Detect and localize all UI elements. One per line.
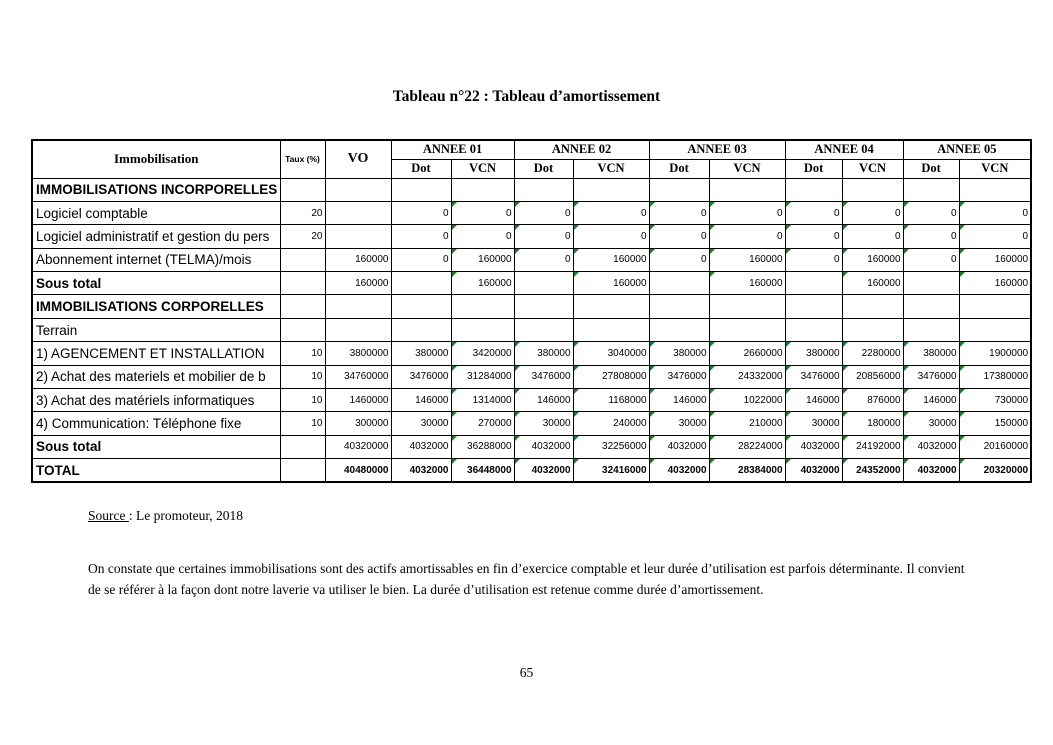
vcn-cell: 3040000 <box>573 342 649 365</box>
header-vcn: VCN <box>451 159 514 178</box>
dot-cell: 3476000 <box>391 365 451 388</box>
vcn-cell <box>451 318 514 341</box>
vcn-cell <box>842 178 903 201</box>
dot-cell <box>785 295 842 318</box>
rate-cell <box>280 178 325 201</box>
dot-cell <box>391 318 451 341</box>
vcn-cell: 1022000 <box>709 389 785 412</box>
rate-cell <box>280 435 325 458</box>
dot-cell: 4032000 <box>785 435 842 458</box>
dot-cell: 146000 <box>514 389 573 412</box>
header-vcn: VCN <box>959 159 1031 178</box>
vcn-cell: 2280000 <box>842 342 903 365</box>
vcn-cell: 0 <box>451 225 514 248</box>
dot-cell: 30000 <box>649 412 709 435</box>
table-row <box>32 459 1031 482</box>
dot-cell: 4032000 <box>514 459 573 482</box>
vcn-cell: 20160000 <box>959 435 1031 458</box>
dot-cell <box>903 272 959 295</box>
vcn-cell <box>573 295 649 318</box>
vo-cell <box>325 178 391 201</box>
rate-cell: 10 <box>280 342 325 365</box>
dot-cell <box>649 178 709 201</box>
vcn-cell: 32256000 <box>573 435 649 458</box>
row-label: IMMOBILISATIONS INCORPORELLES <box>32 178 280 201</box>
vcn-cell <box>709 295 785 318</box>
vcn-cell: 1900000 <box>959 342 1031 365</box>
table-row <box>32 295 1031 318</box>
table-row <box>32 248 1031 271</box>
rate-cell <box>280 295 325 318</box>
dot-cell: 4032000 <box>903 459 959 482</box>
header-year: ANNEE 01 <box>391 140 514 159</box>
vcn-cell: 160000 <box>451 248 514 271</box>
table-title: Tableau n°22 : Tableau d’amortissement <box>392 88 661 105</box>
vcn-cell <box>842 318 903 341</box>
table-row <box>32 365 1031 388</box>
vcn-cell: 160000 <box>842 272 903 295</box>
vcn-cell: 24332000 <box>709 365 785 388</box>
vcn-cell <box>709 178 785 201</box>
dot-cell: 0 <box>903 248 959 271</box>
source-note <box>88 508 243 524</box>
row-label: Sous total <box>32 435 280 458</box>
header-dot: Dot <box>514 159 573 178</box>
vcn-cell: 20856000 <box>842 365 903 388</box>
dot-cell <box>391 272 451 295</box>
dot-cell: 380000 <box>903 342 959 365</box>
vcn-cell: 0 <box>451 201 514 224</box>
vcn-cell: 1314000 <box>451 389 514 412</box>
dot-cell: 4032000 <box>649 435 709 458</box>
header-year: ANNEE 03 <box>649 140 785 159</box>
page-number: 65 <box>519 665 534 680</box>
dot-cell <box>903 178 959 201</box>
dot-cell: 0 <box>649 225 709 248</box>
header-dot: Dot <box>391 159 451 178</box>
vcn-cell: 24192000 <box>842 435 903 458</box>
header-vo: VO <box>325 140 391 178</box>
dot-cell <box>649 295 709 318</box>
dot-cell <box>785 272 842 295</box>
vcn-cell: 27808000 <box>573 365 649 388</box>
vcn-cell: 160000 <box>959 272 1031 295</box>
dot-cell: 3476000 <box>903 365 959 388</box>
row-label: IMMOBILISATIONS CORPORELLES <box>32 295 280 318</box>
amortization-table <box>31 139 1032 483</box>
dot-cell <box>785 178 842 201</box>
vo-cell <box>325 295 391 318</box>
vcn-cell <box>573 318 649 341</box>
header-vcn: VCN <box>709 159 785 178</box>
dot-cell <box>903 318 959 341</box>
table-body <box>32 178 1031 482</box>
header-dot: Dot <box>649 159 709 178</box>
dot-cell: 0 <box>391 225 451 248</box>
vcn-cell: 1168000 <box>573 389 649 412</box>
dot-cell <box>514 295 573 318</box>
header-vcn: VCN <box>573 159 649 178</box>
dot-cell: 0 <box>785 201 842 224</box>
header-taux: Taux (%) <box>280 140 325 178</box>
rate-cell <box>280 318 325 341</box>
vcn-cell: 270000 <box>451 412 514 435</box>
dot-cell: 146000 <box>391 389 451 412</box>
dot-cell: 0 <box>785 248 842 271</box>
row-label: Logiciel administratif et gestion du pers <box>32 225 280 248</box>
header-year: ANNEE 02 <box>514 140 649 159</box>
dot-cell: 4032000 <box>391 435 451 458</box>
dot-cell: 380000 <box>649 342 709 365</box>
row-label: Abonnement internet (TELMA)/mois <box>32 248 280 271</box>
header-vcn: VCN <box>842 159 903 178</box>
row-label: Terrain <box>32 318 280 341</box>
vcn-cell: 150000 <box>959 412 1031 435</box>
vcn-cell: 160000 <box>573 248 649 271</box>
rate-cell <box>280 272 325 295</box>
dot-cell: 0 <box>391 248 451 271</box>
table-row <box>32 178 1031 201</box>
vcn-cell: 210000 <box>709 412 785 435</box>
table-row <box>32 225 1031 248</box>
dot-cell <box>514 318 573 341</box>
vcn-cell: 160000 <box>709 272 785 295</box>
vcn-cell: 240000 <box>573 412 649 435</box>
table-row <box>32 318 1031 341</box>
table-row <box>32 435 1031 458</box>
dot-cell: 0 <box>391 201 451 224</box>
dot-cell: 0 <box>649 201 709 224</box>
vcn-cell: 160000 <box>451 272 514 295</box>
vcn-cell: 0 <box>573 225 649 248</box>
dot-cell: 0 <box>514 225 573 248</box>
vcn-cell: 2660000 <box>709 342 785 365</box>
dot-cell: 4032000 <box>903 435 959 458</box>
vcn-cell: 32416000 <box>573 459 649 482</box>
dot-cell: 3476000 <box>514 365 573 388</box>
dot-cell: 3476000 <box>785 365 842 388</box>
vcn-cell <box>451 295 514 318</box>
dot-cell: 0 <box>514 248 573 271</box>
vcn-cell: 730000 <box>959 389 1031 412</box>
dot-cell <box>649 318 709 341</box>
vcn-cell: 3420000 <box>451 342 514 365</box>
vo-cell: 300000 <box>325 412 391 435</box>
vo-cell: 34760000 <box>325 365 391 388</box>
row-label: Sous total <box>32 272 280 295</box>
header-dot: Dot <box>903 159 959 178</box>
vo-cell: 1460000 <box>325 389 391 412</box>
vcn-cell <box>959 178 1031 201</box>
dot-cell: 0 <box>514 201 573 224</box>
vcn-cell: 160000 <box>709 248 785 271</box>
dot-cell: 380000 <box>785 342 842 365</box>
table-row <box>32 342 1031 365</box>
source-label: Source <box>88 508 129 523</box>
vcn-cell: 876000 <box>842 389 903 412</box>
dot-cell <box>391 295 451 318</box>
vcn-cell: 0 <box>842 201 903 224</box>
vcn-cell: 36288000 <box>451 435 514 458</box>
dot-cell: 0 <box>785 225 842 248</box>
dot-cell: 0 <box>649 248 709 271</box>
dot-cell: 30000 <box>903 412 959 435</box>
row-label: 3) Achat des matériels informatiques <box>32 389 280 412</box>
rate-cell: 20 <box>280 201 325 224</box>
vo-cell <box>325 318 391 341</box>
vcn-cell: 0 <box>959 225 1031 248</box>
dot-cell <box>391 178 451 201</box>
rate-cell: 10 <box>280 365 325 388</box>
vcn-cell: 0 <box>709 201 785 224</box>
vcn-cell: 160000 <box>842 248 903 271</box>
dot-cell: 146000 <box>649 389 709 412</box>
source-text: : Le promoteur, 2018 <box>128 508 244 523</box>
vcn-cell: 20320000 <box>959 459 1031 482</box>
dot-cell: 4032000 <box>391 459 451 482</box>
dot-cell <box>514 178 573 201</box>
vcn-cell: 28224000 <box>709 435 785 458</box>
row-label: Logiciel comptable <box>32 201 280 224</box>
dot-cell <box>785 318 842 341</box>
dot-cell: 30000 <box>391 412 451 435</box>
vo-cell: 40320000 <box>325 435 391 458</box>
dot-cell: 3476000 <box>649 365 709 388</box>
vcn-cell: 0 <box>573 201 649 224</box>
rate-cell: 20 <box>280 225 325 248</box>
row-label: 2) Achat des materiels et mobilier de b <box>32 365 280 388</box>
header-year: ANNEE 05 <box>903 140 1031 159</box>
header-dot: Dot <box>785 159 842 178</box>
dot-cell: 380000 <box>514 342 573 365</box>
body-paragraph: On constate que certaines immobilisations sont des actifs amortissables en fin d’exercice comptable et leur durée d’utilisation est parfois déterminante. Il convient de se référer à la façon dont notre laverie va utiliser le bien. La durée d’utilisation est retenue comme durée d’amortissement. <box>88 561 965 597</box>
dot-cell <box>514 272 573 295</box>
vcn-cell: 0 <box>842 225 903 248</box>
vo-cell <box>325 225 391 248</box>
vcn-cell: 0 <box>959 201 1031 224</box>
rate-cell: 10 <box>280 412 325 435</box>
vcn-cell <box>842 295 903 318</box>
dot-cell: 380000 <box>391 342 451 365</box>
dot-cell: 30000 <box>785 412 842 435</box>
vcn-cell: 28384000 <box>709 459 785 482</box>
dot-cell: 146000 <box>785 389 842 412</box>
table-row <box>32 201 1031 224</box>
vcn-cell: 31284000 <box>451 365 514 388</box>
vcn-cell: 36448000 <box>451 459 514 482</box>
row-label: 4) Communication: Téléphone fixe <box>32 412 280 435</box>
table-row <box>32 272 1031 295</box>
vcn-cell: 160000 <box>573 272 649 295</box>
vcn-cell <box>709 318 785 341</box>
dot-cell: 146000 <box>903 389 959 412</box>
vo-cell: 160000 <box>325 272 391 295</box>
vo-cell <box>325 201 391 224</box>
vcn-cell <box>959 295 1031 318</box>
table-row <box>32 412 1031 435</box>
vcn-cell: 24352000 <box>842 459 903 482</box>
vcn-cell <box>451 178 514 201</box>
vcn-cell: 17380000 <box>959 365 1031 388</box>
vcn-cell: 160000 <box>959 248 1031 271</box>
dot-cell: 0 <box>903 225 959 248</box>
dot-cell: 30000 <box>514 412 573 435</box>
vcn-cell <box>573 178 649 201</box>
vo-cell: 160000 <box>325 248 391 271</box>
header-immobilisation: Immobilisation <box>32 140 280 178</box>
vcn-cell: 0 <box>709 225 785 248</box>
dot-cell: 4032000 <box>514 435 573 458</box>
header-year: ANNEE 04 <box>785 140 903 159</box>
row-label: 1) AGENCEMENT ET INSTALLATION <box>32 342 280 365</box>
vo-cell: 40480000 <box>325 459 391 482</box>
table-row <box>32 389 1031 412</box>
dot-cell <box>903 295 959 318</box>
rate-cell: 10 <box>280 389 325 412</box>
vcn-cell <box>959 318 1031 341</box>
dot-cell: 4032000 <box>649 459 709 482</box>
dot-cell: 0 <box>903 201 959 224</box>
dot-cell: 4032000 <box>785 459 842 482</box>
rate-cell <box>280 459 325 482</box>
dot-cell <box>649 272 709 295</box>
vo-cell: 3800000 <box>325 342 391 365</box>
row-label: TOTAL <box>32 459 280 482</box>
vcn-cell: 180000 <box>842 412 903 435</box>
rate-cell <box>280 248 325 271</box>
